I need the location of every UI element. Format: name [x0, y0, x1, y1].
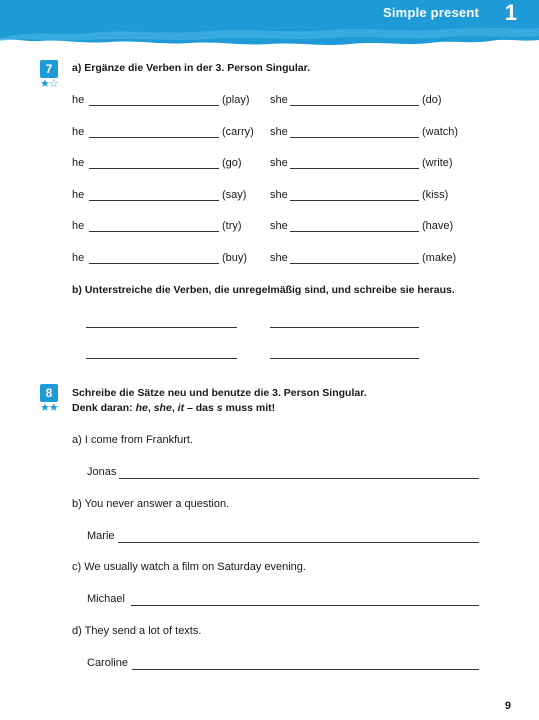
instruction-letter-s: s — [216, 402, 223, 414]
answer-blank[interactable] — [290, 168, 419, 169]
exercise-8-question: c) We usually watch a film on Saturday evening. — [72, 561, 306, 573]
answer-blank[interactable] — [290, 263, 419, 264]
exercise-7b-answer-line[interactable] — [270, 358, 419, 359]
pronoun-he: he — [72, 252, 85, 264]
verb-hint: (try) — [222, 220, 242, 232]
pronoun-she: she — [270, 189, 288, 201]
exercise-8-badge: 8 — [40, 384, 58, 402]
exercise-7-difficulty-stars: ★☆ — [40, 78, 58, 90]
exercise-8-subject-name: Marie — [87, 530, 115, 542]
answer-blank[interactable] — [89, 200, 219, 201]
answer-blank[interactable] — [89, 137, 219, 138]
verb-hint: (play) — [222, 94, 250, 106]
instruction-pronoun-he: he — [135, 402, 148, 414]
instruction-text: , — [147, 402, 154, 414]
instruction-text: , — [171, 402, 178, 414]
exercise-8-answer-line[interactable] — [119, 478, 479, 479]
exercise-8-question: d) They send a lot of texts. — [72, 625, 202, 637]
pronoun-she: she — [270, 126, 288, 138]
exercise-8-difficulty-stars: ★★ — [40, 402, 58, 414]
exercise-8-question: a) I come from Frankfurt. — [72, 434, 194, 446]
answer-blank[interactable] — [290, 137, 419, 138]
verb-hint: (buy) — [222, 252, 248, 264]
instruction-pronoun-it: it — [177, 402, 185, 414]
exercise-8-subject-name: Jonas — [87, 466, 117, 478]
pronoun-he: he — [72, 126, 85, 138]
pronoun-she: she — [270, 252, 288, 264]
verb-hint: (watch) — [422, 126, 459, 138]
header-banner — [0, 0, 539, 50]
exercise-8-answer-line[interactable] — [118, 542, 479, 543]
section-title: Simple present — [383, 5, 479, 20]
exercise-8-answer-line[interactable] — [131, 605, 479, 606]
pronoun-she: she — [270, 94, 288, 106]
exercise-7b-instruction: b) Unterstreiche die Verben, die unregelmäßig sind, und schreibe sie heraus. — [72, 284, 455, 296]
exercise-8-subject-name: Michael — [87, 593, 125, 605]
exercise-8-instruction-line1: Schreibe die Sätze neu und benutze die 3. Person Singular. — [72, 387, 367, 399]
verb-hint: (do) — [422, 94, 442, 106]
exercise-8-question: b) You never answer a question. — [72, 498, 230, 510]
verb-hint: (say) — [222, 189, 247, 201]
verb-hint: (carry) — [222, 126, 254, 138]
pronoun-she: she — [270, 220, 288, 232]
pronoun-he: he — [72, 220, 85, 232]
pronoun-she: she — [270, 157, 288, 169]
exercise-8-subject-name: Caroline — [87, 657, 128, 669]
instruction-pronoun-she: she — [153, 402, 172, 414]
pronoun-he: he — [72, 94, 85, 106]
instruction-text: muss mit! — [222, 402, 276, 414]
instruction-text: – das — [184, 402, 217, 414]
exercise-7b-answer-line[interactable] — [86, 358, 237, 359]
unit-number: 1 — [504, 0, 517, 25]
pronoun-he: he — [72, 189, 85, 201]
answer-blank[interactable] — [89, 105, 219, 106]
verb-hint: (write) — [422, 157, 453, 169]
answer-blank[interactable] — [290, 105, 419, 106]
exercise-8-answer-line[interactable] — [132, 669, 479, 670]
exercise-7a-instruction: a) Ergänze die Verben in der 3. Person Singular. — [72, 62, 311, 74]
exercise-7-badge: 7 — [40, 60, 58, 78]
answer-blank[interactable] — [89, 263, 219, 264]
exercise-7b-answer-line[interactable] — [270, 327, 419, 328]
answer-blank[interactable] — [290, 231, 419, 232]
answer-blank[interactable] — [290, 200, 419, 201]
verb-hint: (make) — [422, 252, 457, 264]
verb-hint: (have) — [422, 220, 454, 232]
answer-blank[interactable] — [89, 231, 219, 232]
verb-hint: (go) — [222, 157, 242, 169]
exercise-7b-answer-line[interactable] — [86, 327, 237, 328]
pronoun-he: he — [72, 157, 85, 169]
verb-hint: (kiss) — [422, 189, 449, 201]
page-number: 9 — [504, 700, 511, 712]
exercise-8-instruction-line2 — [72, 401, 275, 416]
instruction-text: Denk daran: — [72, 402, 136, 414]
answer-blank[interactable] — [89, 168, 219, 169]
